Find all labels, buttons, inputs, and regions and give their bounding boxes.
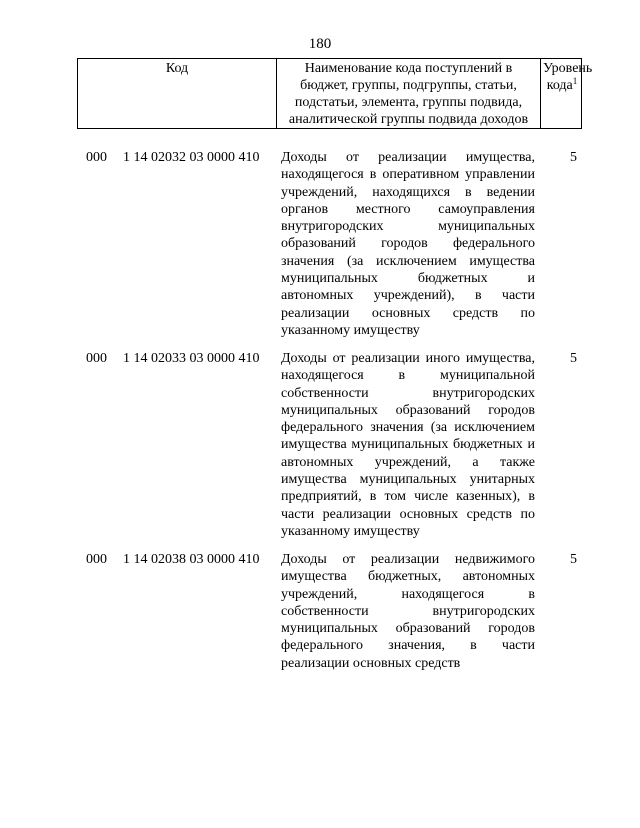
- row-code-level: 5: [570, 351, 577, 366]
- row-code-level: 5: [570, 150, 577, 165]
- row-income-code: 1 14 02032 03 0000 410: [123, 150, 260, 165]
- header-level-label: Уровень кода: [543, 61, 593, 93]
- page-number: 180: [308, 36, 332, 52]
- row-income-code: 1 14 02038 03 0000 410: [123, 552, 260, 567]
- row-code-level: 5: [570, 552, 577, 567]
- header-name-cell: [277, 59, 541, 128]
- row-income-code: 1 14 02033 03 0000 410: [123, 351, 260, 366]
- row-admin-code: 000: [86, 150, 107, 165]
- row-admin-code: 000: [86, 552, 107, 567]
- row-income-name: Доходы от реализации имущества, находящегося в оперативном управлении учреждений, находящихся в ведении органов местного самоуправления внутригородских муниципальных образований городов федерального значения (за исключением имущества муниципальных бюджетных и автономных учреждений), в части реализации основных средств по указанному имуществу: [281, 150, 535, 338]
- header-name-label: Наименование кода поступлений в бюджет, группы, подгруппы, статьи, подстатьи, элемента, группы подвида, аналитической группы подвида доходов: [288, 61, 529, 127]
- header-code-label: Код: [165, 61, 189, 76]
- header-code-cell: [78, 59, 277, 128]
- row-income-name: Доходы от реализации недвижимого имущества бюджетных, автономных учреждений, находящегося в собственности внутригородских муниципальных образований городов федерального значения, в части реализации основных средств: [281, 552, 535, 671]
- header-level-footnote: 1: [572, 76, 578, 86]
- header-level-cell: [541, 59, 593, 128]
- row-admin-code: 000: [86, 351, 107, 366]
- row-income-name: Доходы от реализации иного имущества, находящегося в муниципальной собственности внутригородских муниципальных образований городов федерального значения (за исключением имущества муниципальных бюджетных и автономных учреждений, а также имущества муниципальных унитарных предприятий, в том числе казенных), в части реализации основных средств по указанному имуществу: [281, 351, 535, 539]
- table-header: [77, 58, 593, 129]
